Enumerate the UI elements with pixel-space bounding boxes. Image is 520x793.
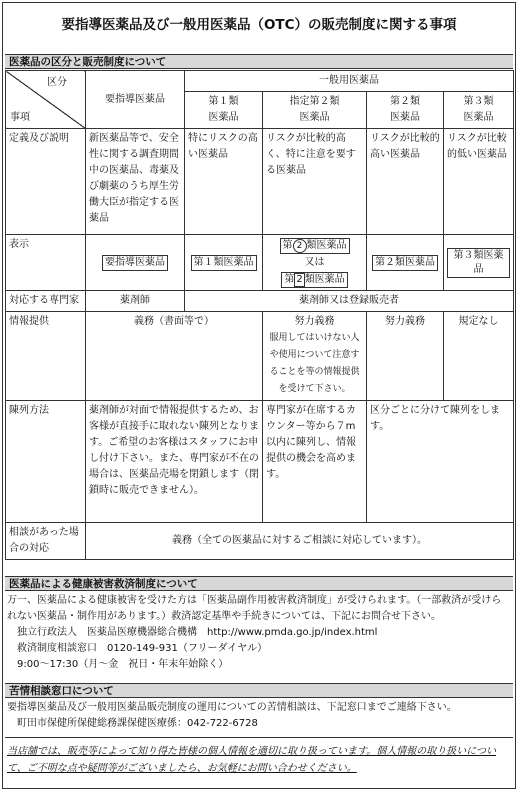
jouhou-dai2: 努力義務 (367, 312, 444, 401)
label-dai1-box: 第１類医薬品 (191, 255, 257, 271)
label-shitei2-box-b: 第 2 類医薬品 (281, 272, 347, 288)
boxed-2-mark: 2 (296, 274, 303, 285)
section-heading-relief: 医薬品による健康被害救済制度について (5, 576, 513, 591)
label-youshidou-box: 要指導医薬品 (102, 255, 168, 271)
teigi-dai2: リスクが比較的高い医薬品 (367, 129, 444, 235)
complaints-text: 要指導医薬品及び一般用医薬品販売制度の運用についての苦情相談は、下記窓口までご連絡下さい。 (7, 702, 457, 713)
corner-label-item: 事項 (10, 112, 30, 123)
label-shitei2-box-a: 第 2 類医薬品 (280, 238, 350, 254)
row-label-chinretsu: 陳列方法 (6, 401, 86, 523)
row-label-jouhou: 情報提供 (6, 312, 86, 401)
header-dai2: 第２類 医薬品 (367, 92, 444, 129)
corner-cell (6, 71, 86, 129)
chinretsu-youshidou-dai1: 薬剤師が対面で情報提供するため、お客様が直接手に取れない陳列となります。ご希望のお客様はスタッフにお申し付け下さい。また、専門家が不在の場合は、医薬品売場を閉鎖します（閉鎖時に販売できません）。 (86, 401, 263, 523)
privacy-notice: 当店舗では、販売等によって知り得た皆様の個人情報を適切に取り扱っています。個人情報の取り扱いについて、ご不明な点や疑問等がございましたら、お気軽にお問い合わせください。 (7, 746, 496, 774)
row-label-teigi: 定義及び説明 (6, 129, 86, 235)
circled-2-mark: 2 (293, 239, 307, 253)
teigi-youshidou: 新医薬品等で、安全性に関する調査期間中の医薬品、毒薬及び劇薬のうち厚生労働大臣が指定する医薬品 (86, 129, 185, 235)
teigi-shitei2: リスクが比較的高く、特に注意を要する医薬品 (263, 129, 367, 235)
document-page (2, 2, 516, 789)
corner-label-category: 区分 (47, 77, 67, 88)
teigi-dai1: 特にリスクの高い医薬品 (185, 129, 263, 235)
soudan-value: 義務（全ての医薬品に対するご相談に対応しています）。 (86, 523, 514, 560)
section-heading-classification: 医薬品の区分と販売制度について (5, 54, 513, 69)
relief-org: 独立行政法人 医薬品医療機器総合機構 http://www.pmda.go.jp/index.html (17, 627, 378, 638)
label-or: 又は (304, 257, 325, 268)
classification-table (5, 70, 514, 560)
complaints-contact: 町田市保健所保健総務課保健医療係：042-722-6728 (17, 718, 258, 729)
header-shitei2: 指定第２類 医薬品 (263, 92, 367, 129)
jouhou-shitei2-title: 努力義務 (294, 316, 335, 327)
complaints-section (7, 700, 509, 732)
header-dai1: 第１類 医薬品 (185, 92, 263, 129)
header-dai3: 第３類 医薬品 (444, 92, 514, 129)
teigi-dai3: リスクが比較的低い医薬品 (444, 129, 514, 235)
row-label-senmon: 対応する専門家 (6, 291, 86, 312)
jouhou-shitei2-note: 服用してはいけない人や使用について注意することを等の情報提供を受けて下さい。 (269, 333, 360, 394)
header-youshidou: 要指導医薬品 (86, 71, 185, 129)
jouhou-youshidou-dai1: 義務（書面等で） (86, 312, 263, 401)
label-dai3-box: 第３類医薬品 (447, 248, 510, 278)
relief-hours: 9:00～17:30（月～金 祝日・年末年始除く） (17, 659, 229, 670)
relief-tel: 救済制度相談窓口 0120-149-931（フリーダイヤル） (17, 643, 268, 654)
label-dai2-box: 第２類医薬品 (372, 255, 438, 271)
relief-text: 万一、医薬品による健康被害を受けた方は「医薬品副作用被害救済制度」が受けられます。（一部救済が受けられない医薬品・制作用があります。）救済認定基準や手続きについては、下記にお問合せ下さい。 (7, 595, 502, 622)
row-label-hyouji: 表示 (6, 235, 86, 291)
chinretsu-dai2-dai3: 区分ごとに分けて陳列をします。 (367, 401, 514, 523)
header-ippan: 一般用医薬品 (185, 71, 514, 92)
footer-divider (5, 737, 513, 738)
jouhou-dai3: 規定なし (444, 312, 514, 401)
chinretsu-shitei2: 専門家が在席するカウンター等から７m以内に陳列し、情報提供の機会を高めます。 (263, 401, 367, 523)
senmon-youshidou: 薬剤師 (86, 291, 185, 312)
page-title: 要指導医薬品及び一般用医薬品（OTC）の販売制度に関する事項 (61, 17, 457, 33)
row-label-soudan: 相談があった場合の対応 (6, 523, 86, 560)
relief-section (7, 593, 509, 673)
section-heading-complaints: 苦情相談窓口について (5, 683, 513, 698)
senmon-ippan: 薬剤師又は登録販売者 (185, 291, 514, 312)
